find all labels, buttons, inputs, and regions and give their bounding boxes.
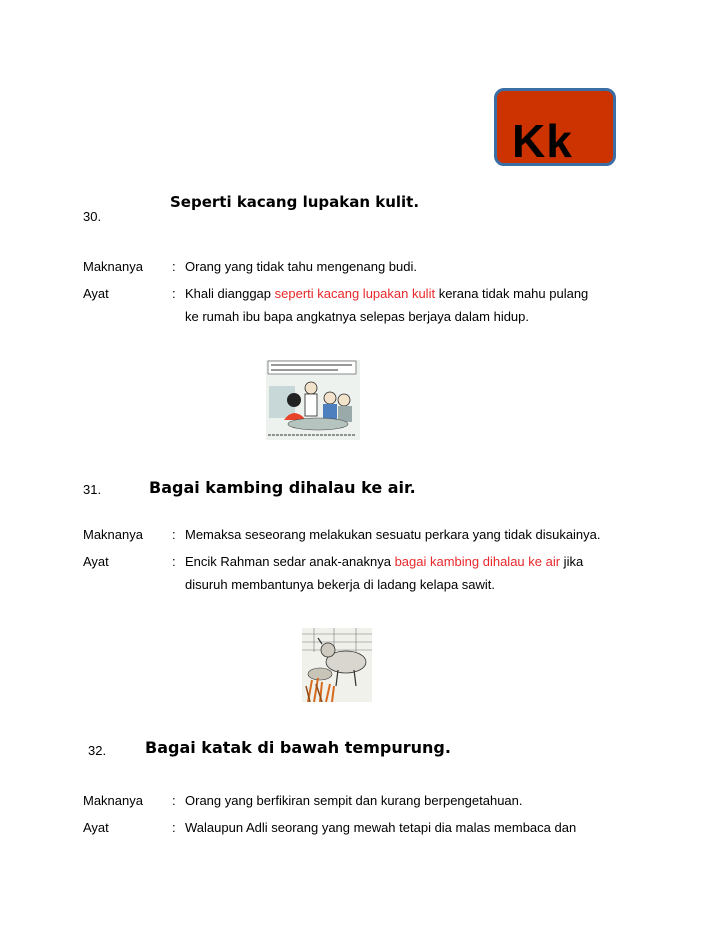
entry-32-ayat-label: Ayat [83, 820, 109, 835]
entry-31-maksud-label: Maknanya [83, 527, 143, 542]
entry-30-maksud-label: Maknanya [83, 259, 143, 274]
entry-30-ayat-after: kerana tidak mahu pulang [435, 286, 589, 301]
entry-31-ayat-line1 [185, 554, 583, 569]
entry-31-number: 31. [83, 482, 102, 497]
entry-31-ayat-highlight: bagai kambing dihalau ke air [394, 554, 561, 569]
entry-32-ayat-line1: Walaupun Adli seorang yang mewah tetapi dia malas membaca dan [185, 820, 577, 835]
entry-32-maksud-label: Maknanya [83, 793, 143, 808]
letter-badge-text: Kk [512, 115, 573, 167]
entry-30-ayat-before: Khali dianggap [185, 286, 275, 301]
entry-30-maksud-text: Orang yang tidak tahu mengenang budi. [185, 259, 418, 274]
entry-30-illustration [266, 360, 360, 440]
entry-30-ayat-line1 [185, 286, 588, 301]
entry-31-ayat-after: jika [560, 554, 584, 569]
entry-31-maksud-colon: : [172, 527, 176, 542]
entry-32-maksud-colon: : [172, 793, 176, 808]
entry-30-ayat-highlight: seperti kacang lupakan kulit [274, 286, 436, 301]
entry-32-number: 32. [88, 743, 107, 758]
entry-30-ayat-colon: : [172, 286, 176, 301]
entry-30-maksud-colon: : [172, 259, 176, 274]
entry-30-title: Seperti kacang lupakan kulit. [170, 193, 420, 211]
entry-31-maksud-text: Memaksa seseorang melakukan sesuatu perkara yang tidak disukainya. [185, 527, 601, 542]
entry-31-ayat-label: Ayat [83, 554, 109, 569]
entry-30-ayat-label: Ayat [83, 286, 109, 301]
entry-30-ayat-line2: ke rumah ibu bapa angkatnya selepas berjaya dalam hidup. [185, 309, 530, 324]
entry-31-ayat-before: Encik Rahman sedar anak-anaknya [185, 554, 395, 569]
entry-32-maksud-text: Orang yang berfikiran sempit dan kurang berpengetahuan. [185, 793, 523, 808]
entry-32-ayat-colon: : [172, 820, 176, 835]
entry-30-number: 30. [83, 209, 102, 224]
entry-32-title: Bagai katak di bawah tempurung. [145, 738, 451, 757]
entry-31-title: Bagai kambing dihalau ke air. [149, 478, 416, 497]
entry-31-ayat-line2: disuruh membantunya bekerja di ladang kelapa sawit. [185, 577, 496, 592]
entry-31-ayat-colon: : [172, 554, 176, 569]
entry-31-illustration [302, 628, 372, 702]
